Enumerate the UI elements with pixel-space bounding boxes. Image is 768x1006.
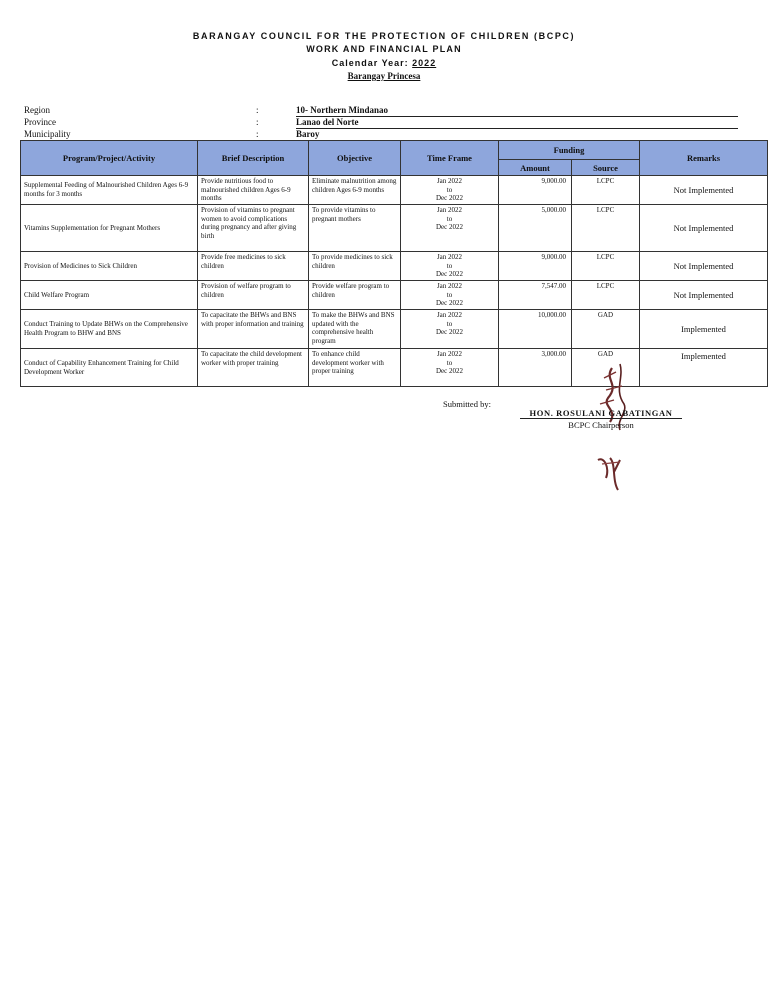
program-cell: Conduct Training to Update BHWs on the Comprehensive Health Program to BHW and BNS (21, 310, 198, 349)
description-cell: Provision of welfare program to children (198, 281, 309, 310)
signature-image (590, 360, 640, 500)
timeframe-start: Jan 2022 (436, 311, 463, 319)
signatory-name: HON. ROSULANI GABATINGAN (520, 408, 682, 419)
amount-cell: 10,000.00 (499, 310, 572, 349)
province-label: Province (24, 117, 56, 127)
timeframe-end: Dec 2022 (435, 270, 464, 279)
timeframe-end: Dec 2022 (435, 223, 464, 232)
timeframe-to: to (446, 358, 453, 367)
timeframe-start: Jan 2022 (436, 253, 463, 261)
source-cell: LCPC (572, 252, 640, 281)
timeframe-cell (401, 349, 499, 387)
work-financial-plan-table (20, 140, 768, 387)
timeframe-end: Dec 2022 (435, 328, 464, 337)
remarks-cell: Implemented (640, 310, 768, 349)
timeframe-cell (401, 281, 499, 310)
table-row (21, 310, 768, 349)
amount-cell: 9,000.00 (499, 252, 572, 281)
source-cell: LCPC (572, 281, 640, 310)
amount-cell: 9,000.00 (499, 176, 572, 205)
municipality-colon: : (256, 129, 259, 139)
remarks-cell: Not Implemented (640, 176, 768, 205)
remarks-cell: Not Implemented (640, 252, 768, 281)
timeframe-cell (401, 310, 499, 349)
region-colon: : (256, 105, 259, 115)
description-cell: Provide free medicines to sick children (198, 252, 309, 281)
description-cell: To capacitate the child development worker with proper training (198, 349, 309, 387)
source-cell: LCPC (572, 205, 640, 252)
timeframe-cell (401, 205, 499, 252)
timeframe-end: Dec 2022 (435, 194, 464, 203)
remarks-cell: Not Implemented (640, 205, 768, 252)
region-value: 10- Northern Mindanao (296, 105, 738, 117)
header-remarks: Remarks (640, 141, 768, 176)
program-cell: Supplemental Feeding of Malnourished Children Ages 6-9 months for 3 months (21, 176, 198, 205)
submitted-by-label: Submitted by: (443, 399, 491, 409)
objective-cell: To provide medicines to sick children (309, 252, 401, 281)
timeframe-end: Dec 2022 (435, 367, 464, 376)
header-objective: Objective (309, 141, 401, 176)
timeframe-to: to (446, 290, 453, 299)
header-source: Source (572, 160, 640, 176)
table-row (21, 281, 768, 310)
amount-cell: 5,000.00 (499, 205, 572, 252)
signatory-position: BCPC Chairperson (568, 420, 634, 430)
document-subtitle: WORK AND FINANCIAL PLAN (306, 44, 462, 54)
program-cell: Child Welfare Program (21, 281, 198, 310)
timeframe-cell (401, 176, 499, 205)
objective-cell: To make the BHWs and BNS updated with the comprehensive health program (309, 310, 401, 349)
remarks-cell: Implemented (640, 349, 768, 387)
program-cell: Vitamins Supplementation for Pregnant Mothers (21, 205, 198, 252)
table-row (21, 349, 768, 387)
description-cell: Provide nutritious food to malnourished children Ages 6-9 months (198, 176, 309, 205)
timeframe-start: Jan 2022 (436, 282, 463, 290)
timeframe-start: Jan 2022 (436, 206, 463, 214)
table-row (21, 205, 768, 252)
remarks-cell: Not Implemented (640, 281, 768, 310)
program-cell: Provision of Medicines to Sick Children (21, 252, 198, 281)
timeframe-start: Jan 2022 (436, 350, 463, 358)
header-program: Program/Project/Activity (21, 141, 198, 176)
amount-cell: 3,000.00 (499, 349, 572, 387)
calendar-year-label: Calendar Year: (331, 58, 413, 68)
calendar-year-value: 2022 (412, 58, 437, 68)
header-amount: Amount (499, 160, 572, 176)
objective-cell: Eliminate malnutrition among children Ages 6-9 months (309, 176, 401, 205)
barangay-name: Barangay Princesa (347, 71, 421, 81)
timeframe-to: to (446, 185, 453, 194)
table-row (21, 252, 768, 281)
calendar-year (0, 58, 768, 68)
description-cell: Provision of vitamins to pregnant women to avoid complications during pregnancy and after giving birth (198, 205, 309, 252)
timeframe-to: to (446, 214, 453, 223)
region-label: Region (24, 105, 50, 115)
timeframe-start: Jan 2022 (436, 177, 463, 185)
amount-cell: 7,547.00 (499, 281, 572, 310)
municipality-value: Baroy (296, 129, 320, 139)
objective-cell: Provide welfare program to children (309, 281, 401, 310)
header-timeframe: Time Frame (401, 141, 499, 176)
objective-cell: To provide vitamins to pregnant mothers (309, 205, 401, 252)
timeframe-to: to (446, 319, 453, 328)
table-row (21, 176, 768, 205)
source-cell: GAD (572, 310, 640, 349)
province-value: Lanao del Norte (296, 117, 738, 129)
province-colon: : (256, 117, 259, 127)
timeframe-end: Dec 2022 (435, 299, 464, 308)
source-cell: GAD (572, 349, 640, 387)
document-title: BARANGAY COUNCIL FOR THE PROTECTION OF CHILDREN (BCPC) (192, 31, 576, 41)
description-cell: To capacitate the BHWs and BNS with proper information and training (198, 310, 309, 349)
program-cell: Conduct of Capability Enhancement Training for Child Development Worker (21, 349, 198, 387)
timeframe-to: to (446, 261, 453, 270)
municipality-label: Municipality (24, 129, 71, 139)
source-cell: LCPC (572, 176, 640, 205)
header-funding: Funding (499, 141, 640, 160)
objective-cell: To enhance child development worker with proper training (309, 349, 401, 387)
timeframe-cell (401, 252, 499, 281)
header-description: Brief Description (198, 141, 309, 176)
